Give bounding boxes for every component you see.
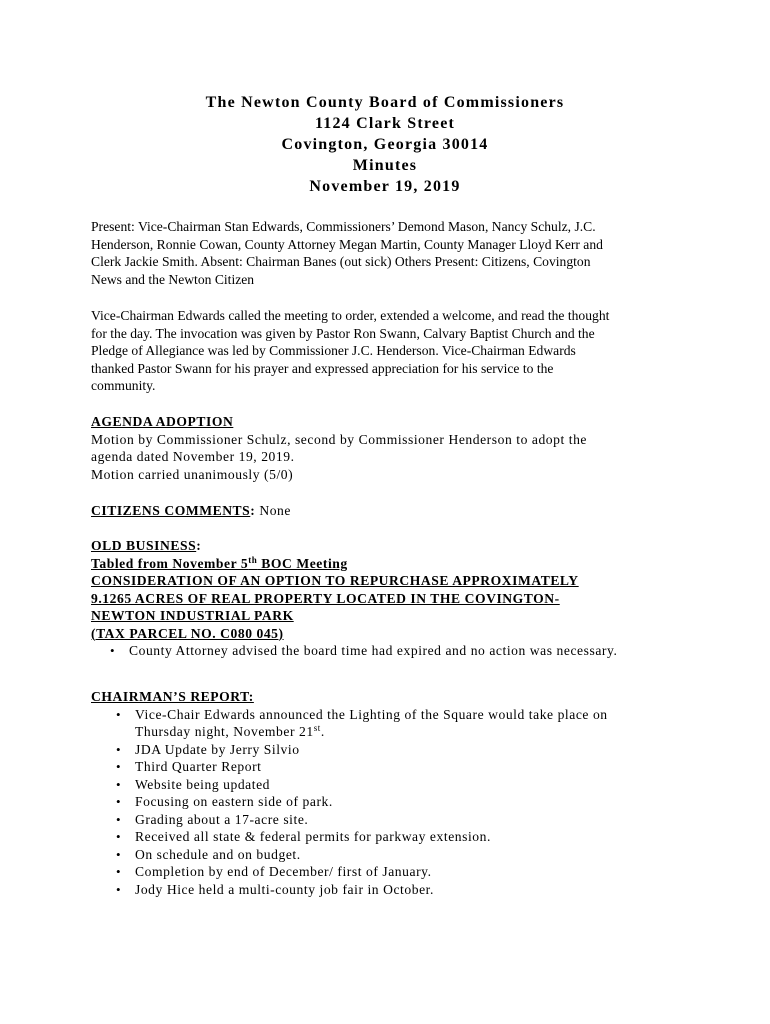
list-item xyxy=(116,706,681,724)
tabled-prefix: Tabled from November 5 xyxy=(91,555,249,571)
opening-line: Vice-Chairman Edwards called the meeting to order, extended a welcome, and read the thought xyxy=(91,308,610,323)
bullet-text: Third Quarter Report xyxy=(135,759,262,774)
bullet-text: Website being updated xyxy=(135,776,271,792)
old-business-heading: OLD BUSINESS xyxy=(91,538,197,553)
citizens-comments-colon: : xyxy=(250,503,256,518)
old-business-bullets xyxy=(110,642,681,660)
bullet-glyph: • xyxy=(110,643,116,658)
consideration-line: (TAX PARCEL NO. C080 045) xyxy=(91,625,284,641)
bullet-glyph: • xyxy=(116,811,122,827)
bullet-glyph: • xyxy=(116,881,122,897)
agenda-adoption-line: Motion carried unanimously (5/0) xyxy=(91,466,294,482)
old-business-section xyxy=(91,537,681,660)
opening-line: for the day. The invocation was given by Pastor Ron Swann, Calvary Baptist Church and the xyxy=(91,325,595,341)
bullet-text: Completion by end of December/ first of January. xyxy=(135,864,432,879)
list-item xyxy=(116,758,681,776)
chairmans-report-section xyxy=(91,688,681,898)
chairmans-report-heading: CHAIRMAN’S REPORT: xyxy=(91,689,254,704)
agenda-adoption-line: agenda dated November 19, 2019. xyxy=(91,449,295,464)
attendance-paragraph xyxy=(91,218,681,288)
city-state-zip: Covington, Georgia 30014 xyxy=(281,136,489,153)
citizens-comments-section xyxy=(91,502,681,520)
document-type: Minutes xyxy=(352,157,418,174)
attendance-line: News and the Newton Citizen xyxy=(91,271,255,287)
consideration-line: NEWTON INDUSTRIAL PARK xyxy=(91,608,294,623)
bullet-glyph: • xyxy=(116,706,122,722)
bullet-text: County Attorney advised the board time had expired and no action was necessary. xyxy=(129,643,618,658)
list-item-continuation xyxy=(135,723,681,741)
bullet-glyph: • xyxy=(116,741,122,757)
list-item xyxy=(116,863,681,881)
list-item xyxy=(116,793,681,811)
opening-line: Pledge of Allegiance was led by Commissioner J.C. Henderson. Vice-Chairman Edwards xyxy=(91,343,576,358)
consideration-line: 9.1265 ACRES OF REAL PROPERTY LOCATED IN THE COVINGTON- xyxy=(91,590,560,606)
old-business-colon: : xyxy=(196,538,202,553)
bullet-text: On schedule and on budget. xyxy=(135,846,301,862)
opening-line: community. xyxy=(91,378,156,393)
attendance-line: Henderson, Ronnie Cowan, County Attorney Megan Martin, County Manager Lloyd Kerr and xyxy=(91,236,603,252)
consideration-line: CONSIDERATION OF AN OPTION TO REPURCHASE APPROXIMATELY xyxy=(91,573,579,588)
opening-line: thanked Pastor Swann for his prayer and expressed appreciation for his service to the xyxy=(91,360,554,376)
list-item xyxy=(116,881,681,899)
bullet-glyph: • xyxy=(116,776,122,792)
meeting-date: November 19, 2019 xyxy=(309,178,461,195)
agenda-adoption-line: Motion by Commissioner Schulz, second by Commissioner Henderson to adopt the xyxy=(91,431,588,447)
citizens-comments-value: None xyxy=(255,503,291,518)
bullet-text: Grading about a 17-acre site. xyxy=(135,811,309,827)
citizens-comments-line xyxy=(91,502,681,520)
list-item xyxy=(116,741,681,759)
bullet-glyph: • xyxy=(116,829,122,844)
list-item xyxy=(110,642,681,660)
opening-paragraph xyxy=(91,307,681,395)
list-item xyxy=(116,811,681,829)
tabled-line xyxy=(91,555,681,573)
attendance-line: Clerk Jackie Smith. Absent: Chairman Banes (out sick) Others Present: Citizens, Covington xyxy=(91,254,591,269)
attendance-line: Present: Vice-Chairman Stan Edwards, Commissioners’ Demond Mason, Nancy Schulz, J.C. xyxy=(91,219,596,234)
document-header xyxy=(0,92,770,197)
bullet-glyph: • xyxy=(116,794,122,809)
bullet-text: Vice-Chair Edwards announced the Lighting of the Square would take place on xyxy=(135,706,608,722)
bullet-sup: st xyxy=(313,723,321,733)
bullet-glyph: • xyxy=(116,846,122,862)
agenda-adoption-section xyxy=(91,413,681,483)
bullet-text-end: . xyxy=(320,724,325,739)
chairmans-report-bullets xyxy=(116,706,681,899)
street-address: 1124 Clark Street xyxy=(314,115,456,132)
bullet-glyph: • xyxy=(116,759,122,774)
bullet-text: JDA Update by Jerry Silvio xyxy=(135,741,300,757)
bullet-text: Focusing on eastern side of park. xyxy=(135,794,333,809)
tabled-suffix: BOC Meeting xyxy=(257,555,348,571)
bullet-glyph: • xyxy=(116,864,122,879)
bullet-text: Thursday night, November 21 xyxy=(135,724,314,739)
tabled-sup: th xyxy=(248,554,258,565)
list-item xyxy=(116,846,681,864)
bullet-text: Jody Hice held a multi-county job fair in October. xyxy=(135,881,434,897)
list-item xyxy=(116,828,681,846)
citizens-comments-heading: CITIZENS COMMENTS xyxy=(91,503,251,518)
list-item xyxy=(116,776,681,794)
bullet-text: Received all state & federal permits for parkway extension. xyxy=(135,829,491,844)
board-name: The Newton County Board of Commissioners xyxy=(205,94,565,111)
old-business-heading-line xyxy=(91,537,681,555)
agenda-adoption-heading: AGENDA ADOPTION xyxy=(91,414,234,429)
